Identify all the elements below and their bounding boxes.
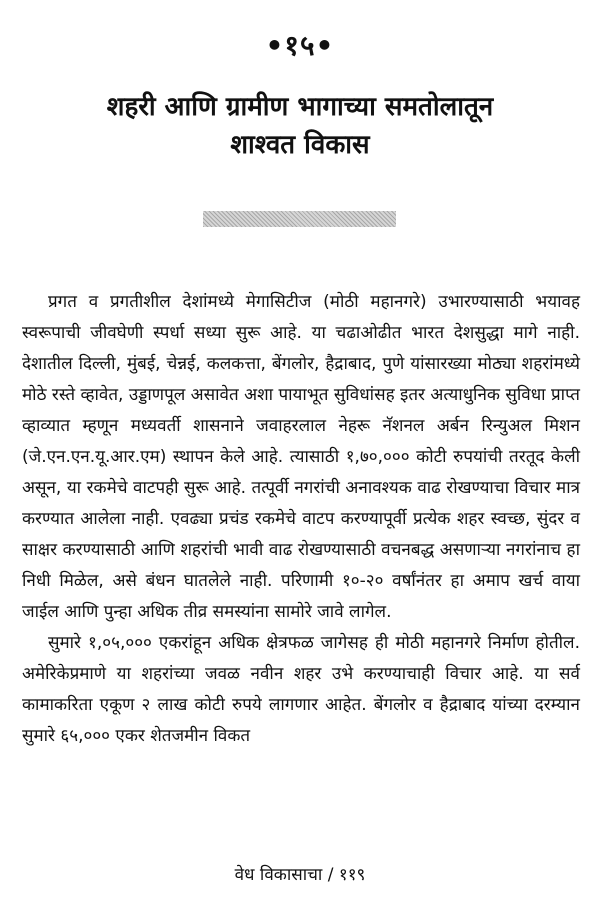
chapter-title-line-2: शाश्वत विकास — [230, 130, 370, 160]
decorative-divider — [203, 211, 396, 227]
paragraph-1: प्रगत व प्रगतीशील देशांमध्ये मेगासिटीज (मोठी महानगरे) उभारण्यासाठी भयावह स्वरूपाची जीवघेणी स्पर्धा सध्या सुरू आहे. या चढाओढीत भारत देशसुद्धा मागे नाही. देशातील दिल्ली, मुंबई, चेन्नई, कलकत्ता, बेंगलोर, हैद्राबाद, पुणे यांसारख्या मोठ्या शहरांमध्ये मोठे रस्ते व्हावेत, उड्डाणपूल असावेत अशा पायाभूत सुविधांसह इतर अत्याधुनिक सुविधा प्राप्त व्हाव्यात म्हणून मध्यवर्ती शासनाने जवाहरलाल नेहरू नॅशनल अर्बन रिन्युअल मिशन (जे.एन.एन.यू.आर.एम) स्थापन केले आहे. त्यासाठी १,७०,००० कोटी रुपयांची तरतूद केली असून, या रकमेचे वाटपही सुरू आहे. तत्पूर्वी नगरांची अनावश्यक वाढ रोखण्याचा विचार मात्र करण्यात आलेला नाही. एवढ्या प्रचंड रकमेचे वाटप करण्यापूर्वी प्रत्येक शहर स्वच्छ, सुंदर व साक्षर करण्यासाठी आणि शहरांची भावी वाढ रोखण्यासाठी वचनबद्ध असणाऱ्या नगरांनाच हा निधी मिळेल, असे बंधन घातलेले नाही. परिणामी १०-२० वर्षांनंतर हा अमाप खर्च वाया जाईल आणि पुन्हा अधिक तीव्र समस्यांना सामोरे जावे लागेल. — [22, 292, 580, 622]
chapter-title-line-1: शहरी आणि ग्रामीण भागाच्या समतोलातून — [106, 92, 494, 122]
chapter-title — [30, 88, 570, 164]
chapter-number: •१५• — [265, 29, 335, 62]
page-footer: वेध विकासाचा / ११९ — [234, 865, 366, 885]
paragraph-2: सुमारे १,०५,००० एकरांहून अधिक क्षेत्रफळ जागेसह ही मोठी महानगरे निर्माण होतील. अमेरिकेप्रमाणे या शहरांच्या जवळ नवीन शहर उभे करण्याचाही विचार आहे. या सर्व कामाकरिता एकूण २ लाख कोटी रुपये लागणार आहेत. बेंगलोर व हैद्राबाद यांच्या दरम्यान सुमारे ६५,००० एकर शेतजमीन विकत — [22, 633, 580, 746]
body-text — [22, 287, 580, 752]
